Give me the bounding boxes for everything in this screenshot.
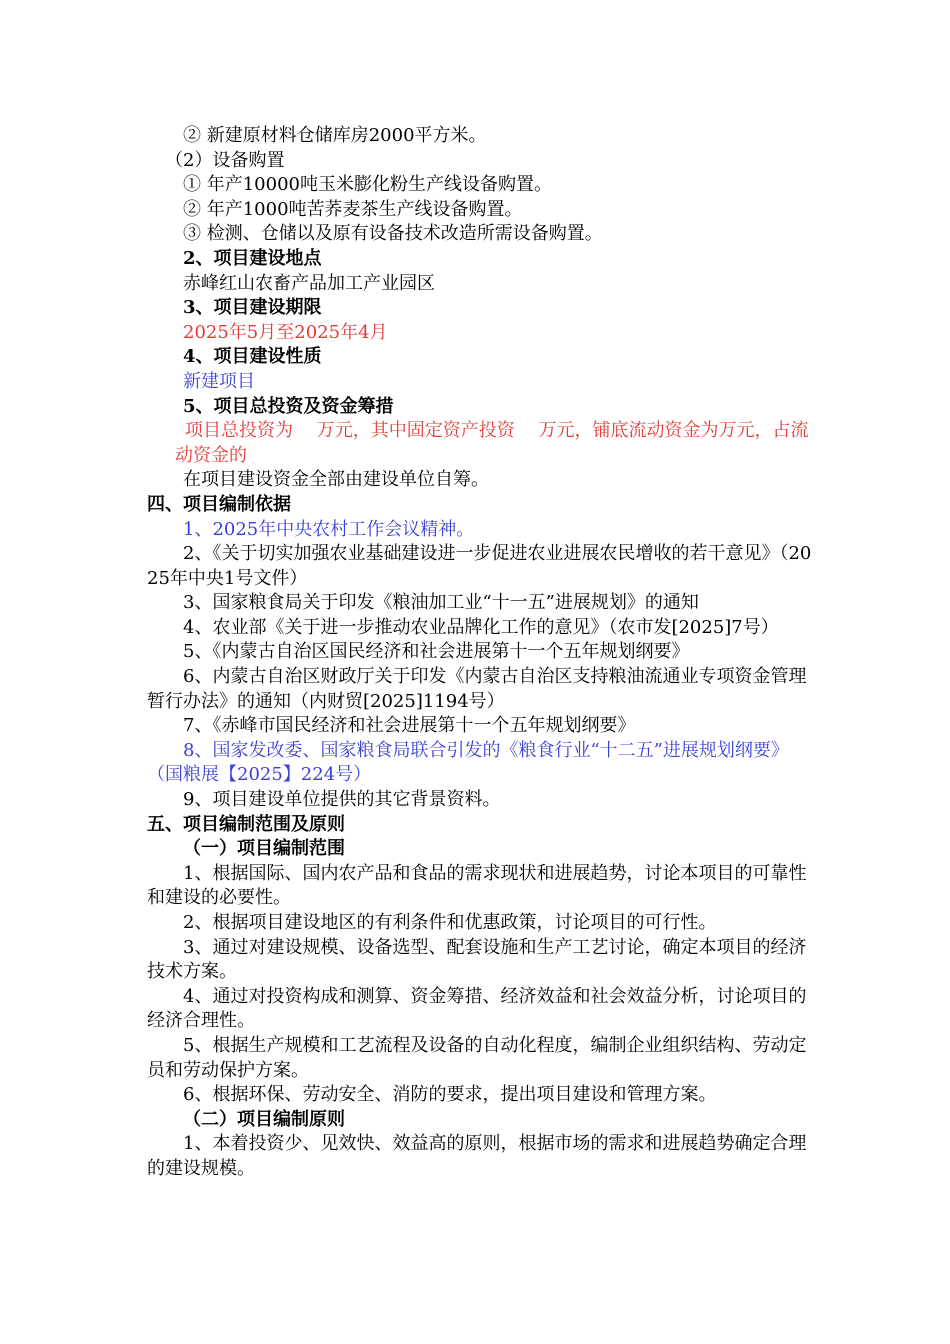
paragraph: 1、本着投资少、见效快、效益高的原则，根据市场的需求和进展趋势确定合理的建设规模。 [147,1133,807,1179]
paragraph: （二）项目编制原则 [183,1108,345,1130]
paragraph: 4、项目建设性质 [183,346,322,368]
paragraph: 1、2025年中央农村工作会议精神。 [183,518,475,540]
paragraph: 4、农业部《关于进一步推动农业品牌化工作的意见》（农市发[2025]7号） [183,616,779,638]
paragraph: （一）项目编制范围 [183,838,345,860]
document-body [147,124,815,1182]
paragraph: 项目总投资为 万元，其中固定资产投资 万元，铺底流动资金为万元，占流动资金的 [175,420,809,466]
paragraph: ② 新建原材料仓储库房2000平方米。 [183,125,487,146]
paragraph: 2、《关于切实加强农业基础建设进一步促进农业进展农民增收的若干意见》（2025年中央1号文件） [147,543,812,589]
paragraph: 6、根据环保、劳动安全、消防的要求，提出项目建设和管理方案。 [183,1084,717,1106]
paragraph: 5、根据生产规模和工艺流程及设备的自动化程度，编制企业组织结构、劳动定员和劳动保护方案。 [147,1034,807,1081]
paragraph: 五、项目编制范围及原则 [147,813,345,835]
paragraph: 4、通过对投资构成和测算、资金筹措、经济效益和社会效益分析，讨论项目的经济合理性。 [147,985,807,1032]
paragraph: 赤峰红山农畜产品加工产业园区 [183,272,435,294]
paragraph: 2、项目建设地点 [183,247,322,269]
paragraph: （2）设备购置 [165,149,285,171]
paragraph: 3、项目建设期限 [183,297,322,319]
paragraph: 5、项目总投资及资金筹措 [183,395,394,417]
paragraph: 9、项目建设单位提供的其它背景资料。 [183,789,501,811]
paragraph: 1、根据国际、国内农产品和食品的需求现状和进展趋势，讨论本项目的可靠性和建设的必要性。 [147,862,807,909]
paragraph: 5、《内蒙古自治区国民经济和社会进展第十一个五年规划纲要》 [183,641,690,663]
paragraph: 6、内蒙古自治区财政厅关于印发《内蒙古自治区支持粮油流通业专项资金管理暂行办法》的通知（内财贸[2025]1194号） [147,666,807,712]
paragraph: 3、通过对建设规模、设备选型、配套设施和生产工艺讨论，确定本项目的经济技术方案。 [147,936,807,983]
paragraph: 7、《赤峰市国民经济和社会进展第十一个五年规划纲要》 [183,715,636,737]
paragraph: ② 年产1000吨苦荞麦茶生产线设备购置。 [183,198,523,220]
paragraph: 在项目建设资金全部由建设单位自筹。 [183,469,489,491]
paragraph: 四、项目编制依据 [147,493,291,515]
paragraph: ① 年产10000吨玉米膨化粉生产线设备购置。 [183,174,552,196]
paragraph: 2025年5月至2025年4月 [183,321,388,343]
paragraph: 2、根据项目建设地区的有利条件和优惠政策，讨论项目的可行性。 [183,912,717,933]
paragraph: 8、国家发改委、国家粮食局联合引发的《粮食行业“十二五”进展规划纲要》（国粮展【2025】224号） [147,739,789,786]
paragraph: 新建项目 [183,370,255,392]
paragraph: 3、国家粮食局关于印发《粮油加工业“十一五”进展规划》的通知 [183,592,699,614]
paragraph: ③ 检测、仓储以及原有设备技术改造所需设备购置。 [183,223,603,245]
